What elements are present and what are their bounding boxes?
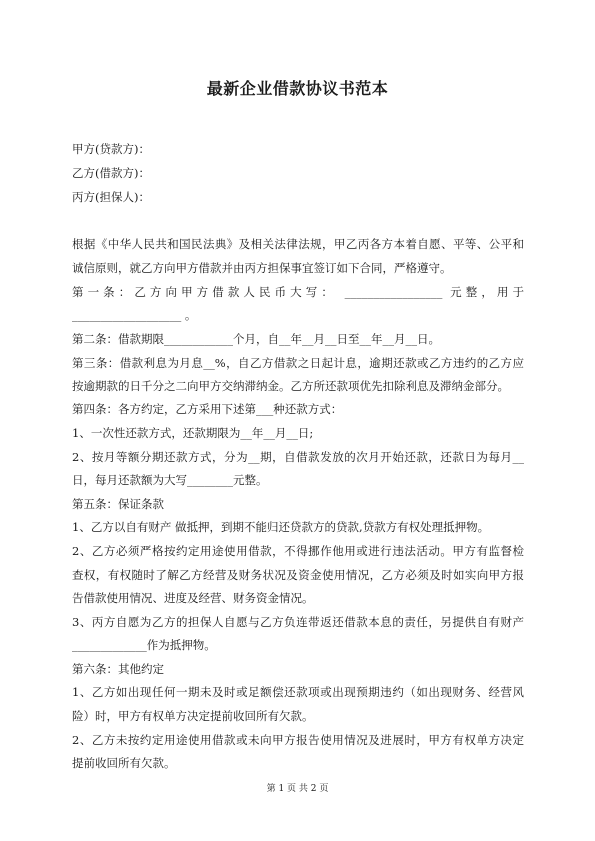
party-lender: 甲方(贷款方)：: [72, 142, 150, 156]
article-5-item: _____________作为抵押物。: [72, 638, 216, 652]
article-5-item: 告借款使用情况、进度及经营、财务资金情况。: [72, 591, 314, 605]
article-6-item: 险）时，甲方有权单方决定提前收回所有欠款。: [72, 709, 314, 723]
article-1-line: 第一条：乙方向甲方借款人民币大写： _________________ 元整，用于: [72, 285, 524, 299]
article-6-item: 2、乙方未按约定用途使用借款或未向甲方报告使用情况及进展时，甲方有权单方决定: [72, 733, 524, 747]
article-1-line: ___________________ 。: [72, 308, 197, 322]
preamble-line: 根据《中华人民共和国民法典》及相关法律法规，甲乙丙各方本着自愿、平等、公平和: [72, 237, 524, 251]
preamble-line: 诚信原则，就乙方向甲方借款并由丙方担保事宜签订如下合同，严格遵守。: [72, 261, 452, 275]
party-borrower: 乙方(借款方)：: [72, 166, 150, 180]
article-5-item: 1、乙方以自有财产 做抵押，到期不能归还贷款方的贷款,贷款方有权处理抵押物。: [72, 520, 490, 534]
article-5-item: 2、乙方必须严格按约定用途使用借款，不得挪作他用或进行违法活动。甲方有监督检: [72, 544, 524, 558]
article-5-item: 查权，有权随时了解乙方经营及财务状况及资金使用情况，乙方必须及时如实向甲方报: [72, 568, 524, 582]
article-6-item: 1、乙方如出现任何一期未及时或足额偿还款项或出现预期违约（如出现财务、经营风: [72, 685, 524, 699]
party-guarantor: 丙方(担保人)：: [72, 190, 150, 204]
page-footer: 第 1 页 共 2 页: [266, 784, 329, 794]
article-4-heading: 第四条：各方约定，乙方采用下述第___种还款方式：: [72, 402, 343, 416]
article-6-heading: 第六条：其他约定: [72, 662, 164, 676]
article-3-line: 第三条：借款利息为月息__%，自乙方借款之日起计息，逾期还款或乙方违约的乙方应: [72, 356, 524, 370]
document-title: 最新企业借款协议书范本: [206, 79, 389, 98]
article-4-item: 日，每月还款额为大写________元整。: [72, 473, 268, 487]
article-5-item: 3、丙方自愿为乙方的担保人自愿与乙方负连带返还借款本息的责任，另提供自有财产: [72, 615, 524, 629]
article-3-line: 按逾期款的日千分之二向甲方交纳滞纳金。乙方所还款项优先扣除利息及滞纳金部分。: [72, 379, 509, 393]
article-6-item: 提前收回所有欠款。: [72, 756, 176, 770]
article-4-item: 1、一次性还款方式，还款期限为__年__月__日;: [72, 426, 314, 440]
article-5-heading: 第五条：保证条款: [72, 497, 164, 511]
article-4-item: 2、按月等额分期还款方式，分为__期，自借款发放的次月开始还款，还款日为每月__: [72, 450, 524, 464]
article-2-line: 第二条：借款期限____________个月，自__年__月__日至__年__月__日。: [72, 332, 440, 346]
